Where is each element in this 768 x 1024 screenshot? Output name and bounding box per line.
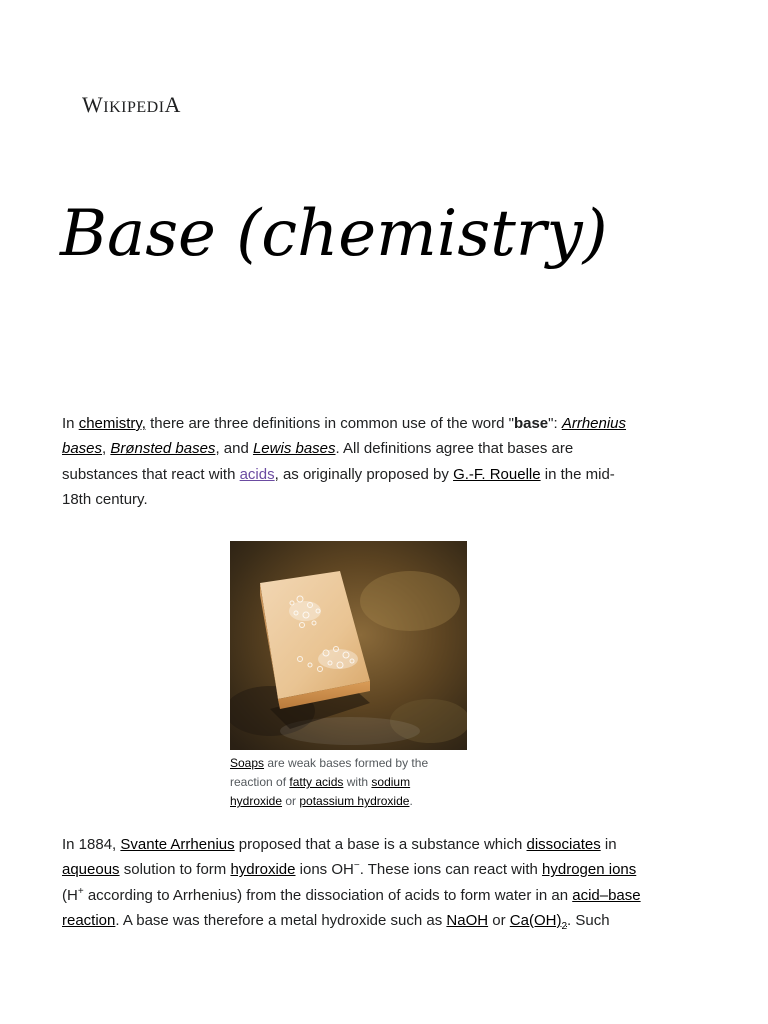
wordmark-w: W	[82, 92, 104, 117]
link-dissociates[interactable]: dissociates	[526, 836, 601, 853]
link-bronsted-bases[interactable]: Brønsted bases	[110, 440, 216, 458]
text: . These ions can react with	[359, 861, 543, 879]
text: there are three definitions in common use of the word "	[145, 415, 514, 432]
link-sodium-hydroxide[interactable]: sodium hydroxide	[230, 775, 411, 808]
subscript-2: 2	[561, 920, 568, 932]
soap-photo[interactable]	[230, 541, 467, 750]
text: . Such	[567, 911, 610, 929]
link-hydrogen-ions[interactable]: hydrogen ions	[542, 861, 637, 879]
caption-text: are weak bases formed by the reaction of	[230, 756, 429, 789]
text: solution to form	[119, 861, 231, 879]
text: In	[62, 415, 79, 432]
text: , and	[215, 440, 253, 458]
link-soaps[interactable]: Soaps	[230, 756, 265, 770]
figure-caption	[230, 754, 460, 811]
text: in the mid-18th century.	[62, 465, 615, 508]
link-aqueous[interactable]: aqueous	[62, 861, 120, 879]
text: according to Arrhenius) from the dissociation of acids to form water in an	[83, 886, 573, 904]
wordmark-a: A	[164, 92, 181, 117]
text: ":	[548, 415, 562, 432]
soap-figure	[230, 541, 467, 811]
link-fatty-acids[interactable]: fatty acids	[289, 775, 344, 789]
text: in	[600, 836, 617, 853]
link-caoh-text: Ca(OH)	[509, 911, 562, 929]
page-title: Base (chemistry)	[60, 197, 608, 271]
link-potassium-hydroxide[interactable]: potassium hydroxide	[299, 794, 410, 808]
text: ,	[102, 440, 111, 458]
text: In 1884,	[62, 836, 121, 853]
bold-term-base: base	[513, 415, 549, 432]
text: ions OH	[295, 861, 354, 879]
text: (H	[62, 886, 78, 904]
text: , as originally proposed by	[274, 465, 454, 483]
caption-text: or	[282, 794, 300, 808]
link-lewis-bases[interactable]: Lewis bases	[252, 440, 336, 458]
history-paragraph	[62, 832, 642, 933]
link-arrhenius-bases[interactable]: Arrhenius bases	[62, 415, 627, 458]
superscript-plus: +	[77, 885, 84, 897]
link-hydroxide[interactable]: hydroxide	[230, 861, 296, 879]
text: or	[488, 911, 510, 929]
link-chemistry[interactable]: chemistry,	[78, 415, 146, 432]
text: . A base was therefore a metal hydroxide such as	[115, 911, 447, 929]
caption-text: .	[409, 794, 413, 808]
intro-paragraph	[62, 411, 642, 512]
link-acid-base-reaction[interactable]: acid–base reaction	[62, 886, 641, 929]
text: proposed that a base is a substance which	[234, 836, 527, 853]
link-svante-arrhenius[interactable]: Svante Arrhenius	[120, 836, 235, 853]
superscript-minus: −	[353, 860, 360, 872]
wordmark-middle: IKIPEDI	[103, 99, 165, 116]
link-rouelle[interactable]: G.-F. Rouelle	[453, 465, 541, 483]
wikipedia-wordmark[interactable]	[82, 92, 181, 118]
link-acids[interactable]: acids	[239, 465, 275, 483]
text: . All definitions agree that bases are substances that react with	[62, 440, 574, 483]
link-naoh[interactable]: NaOH	[446, 911, 489, 929]
link-caoh2[interactable]	[509, 911, 568, 932]
caption-text: with	[343, 775, 372, 789]
